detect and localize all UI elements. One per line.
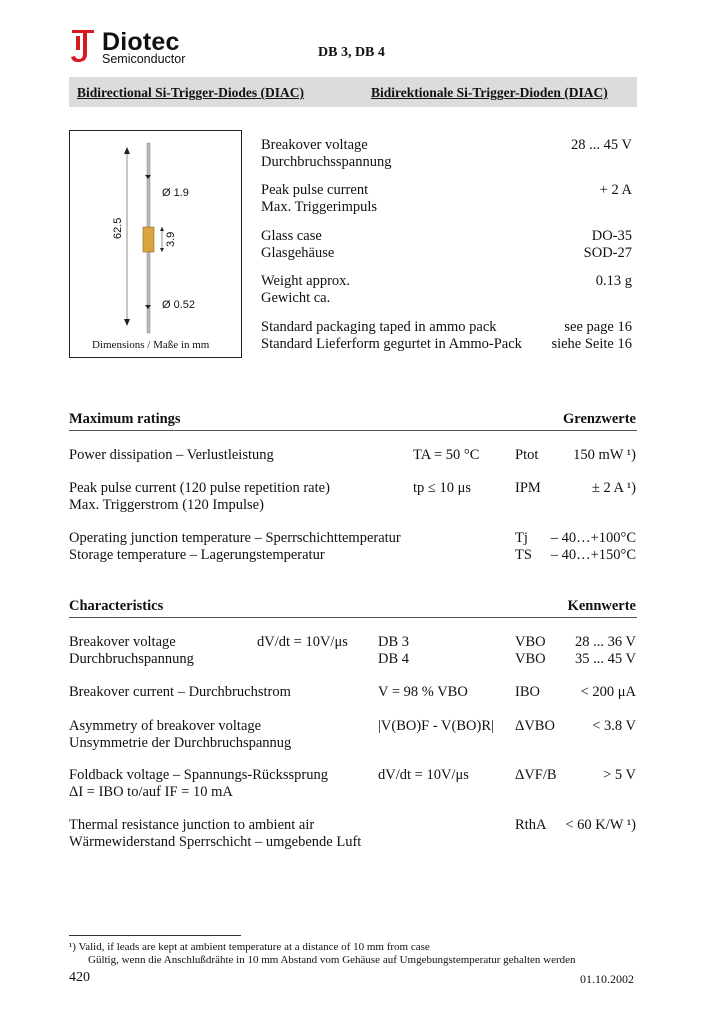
spec-weight-value: 0.13 g bbox=[595, 273, 632, 289]
spec-label-de: Glasgehäuse bbox=[261, 245, 335, 261]
value-line1: – 40…+100°C bbox=[550, 530, 636, 546]
rating-value bbox=[551, 530, 636, 564]
rating-symbol: Ptot bbox=[515, 447, 539, 463]
char-condition: dV/dt = 10V/μs bbox=[257, 634, 348, 650]
title-de: Bidirektionale Si-Trigger-Dioden (DIAC) bbox=[371, 85, 608, 100]
diotec-logo-icon bbox=[68, 28, 100, 64]
rating-label-line1: Peak pulse current (120 pulse repetition rate) bbox=[69, 480, 330, 496]
divider bbox=[69, 617, 637, 618]
section-title-characteristics: Characteristics bbox=[69, 598, 164, 614]
footnote-line2: Gültig, wenn die Anschlußdrähte in 10 mm Abstand vom Gehäuse auf Umgebungstemperatur gehalten werden bbox=[88, 954, 576, 966]
char-label bbox=[69, 767, 328, 801]
char-label bbox=[69, 634, 194, 668]
char-label-line2: Unsymmetrie der Durchbruchspannug bbox=[69, 735, 292, 751]
spec-label-de: Gewicht ca. bbox=[261, 290, 331, 306]
dim-body-length: 3.9 bbox=[165, 231, 177, 247]
spec-label-en: Weight approx. bbox=[261, 273, 351, 289]
rating-label bbox=[69, 480, 330, 514]
spec-label-en: Standard packaging taped in ammo pack bbox=[261, 319, 497, 335]
char-symbol: ΔVF/B bbox=[515, 767, 557, 783]
rating-label bbox=[69, 530, 401, 564]
spec-value: see page 16 bbox=[564, 319, 632, 335]
char-value: > 5 V bbox=[603, 767, 636, 783]
symbol-line2: TS bbox=[515, 547, 532, 563]
char-label-line1: Breakover voltage bbox=[69, 634, 176, 650]
value-line2: 35 ... 45 V bbox=[575, 651, 636, 667]
symbol-line1: VBO bbox=[515, 634, 546, 650]
rating-label-line2: Max. Triggerstrom (120 Impulse) bbox=[69, 497, 264, 513]
spec-case bbox=[261, 228, 334, 262]
spec-peak-pulse-value: + 2 A bbox=[599, 182, 632, 198]
footnote-rule bbox=[69, 935, 241, 936]
brand-subtitle: Semiconductor bbox=[102, 52, 186, 66]
char-value: < 3.8 V bbox=[592, 718, 636, 734]
spec-value2: SOD-27 bbox=[583, 245, 632, 261]
char-symbol bbox=[515, 634, 546, 668]
title-band bbox=[69, 77, 637, 107]
rating-symbol bbox=[515, 530, 532, 564]
section-title-kennwerte: Kennwerte bbox=[567, 598, 636, 614]
char-label bbox=[69, 718, 291, 752]
rating-symbol: IPM bbox=[515, 480, 541, 496]
char-label-line2: Wärmewiderstand Sperrschicht – umgebende Luft bbox=[69, 834, 362, 850]
spec-breakover bbox=[261, 137, 391, 171]
dim-body-diameter: Ø 0.52 bbox=[162, 299, 196, 311]
symbol-line2: VBO bbox=[515, 651, 546, 667]
char-variant bbox=[378, 634, 409, 668]
char-label-line2: ΔI = IBO to/auf IF = 10 mA bbox=[69, 784, 233, 800]
spec-packaging-value bbox=[551, 319, 632, 353]
title-en: Bidirectional Si-Trigger-Diodes (DIAC) bbox=[77, 85, 304, 100]
spec-weight bbox=[261, 273, 350, 307]
spec-label-en: Peak pulse current bbox=[261, 182, 369, 198]
diode-outline-drawing bbox=[70, 131, 241, 357]
char-condition: |V(BO)F - V(BO)R| bbox=[378, 718, 494, 734]
rating-label-line1: Operating junction temperature – Sperrschichttemperatur bbox=[69, 530, 401, 546]
spec-label-de: Max. Triggerimpuls bbox=[261, 199, 378, 215]
brand-name: Diotec bbox=[102, 28, 180, 56]
char-value: < 200 μA bbox=[580, 684, 636, 700]
spec-label-en: Glass case bbox=[261, 228, 322, 244]
document-date: 01.10.2002 bbox=[580, 972, 634, 986]
char-value: < 60 K/W ¹) bbox=[565, 817, 636, 833]
value-line2: – 40…+150°C bbox=[550, 547, 636, 563]
rating-condition: tp ≤ 10 μs bbox=[413, 480, 472, 496]
char-symbol: IBO bbox=[515, 684, 540, 700]
spec-label-de: Standard Lieferform gegurtet in Ammo-Pack bbox=[261, 336, 522, 352]
variant-db4: DB 4 bbox=[378, 651, 410, 667]
divider bbox=[69, 430, 637, 431]
spec-label-de: Durchbruchsspannung bbox=[261, 154, 392, 170]
char-value bbox=[575, 634, 636, 668]
spec-peak-pulse bbox=[261, 182, 377, 216]
rating-label-line2: Storage temperature – Lagerungstemperatur bbox=[69, 547, 325, 563]
spec-value: DO-35 bbox=[591, 228, 632, 244]
variant-db3: DB 3 bbox=[378, 634, 410, 650]
part-numbers: DB 3, DB 4 bbox=[318, 45, 385, 60]
char-symbol: RthA bbox=[515, 817, 547, 833]
rating-value: 150 mW ¹) bbox=[573, 447, 636, 463]
spec-breakover-value: 28 ... 45 V bbox=[571, 137, 632, 153]
spec-value2: siehe Seite 16 bbox=[551, 336, 632, 352]
diagram-caption: Dimensions / Maße in mm bbox=[92, 339, 210, 351]
char-label-line2: Durchbruchspannung bbox=[69, 651, 194, 667]
rating-label: Power dissipation – Verlustleistung bbox=[69, 447, 274, 463]
char-label-line1: Asymmetry of breakover voltage bbox=[69, 718, 262, 734]
footnote-line1: ¹) Valid, if leads are kept at ambient temperature at a distance of 10 mm from case bbox=[69, 941, 430, 953]
char-label-line1: Thermal resistance junction to ambient air bbox=[69, 817, 315, 833]
char-symbol: ΔVBO bbox=[515, 718, 555, 734]
spec-packaging bbox=[261, 319, 522, 353]
dim-lead-diameter: Ø 1.9 bbox=[162, 187, 189, 199]
spec-case-value bbox=[584, 228, 632, 262]
section-title-max-ratings: Maximum ratings bbox=[69, 411, 181, 427]
spec-label-en: Breakover voltage bbox=[261, 137, 368, 153]
symbol-line1: Tj bbox=[515, 530, 528, 546]
char-label: Breakover current – Durchbruchstrom bbox=[69, 684, 291, 700]
rating-value: ± 2 A ¹) bbox=[591, 480, 636, 496]
dim-total-length: 62.5 bbox=[112, 217, 124, 239]
char-condition: V = 98 % VBO bbox=[378, 684, 468, 700]
section-title-grenzwerte: Grenzwerte bbox=[563, 411, 636, 427]
dimension-diagram bbox=[69, 130, 242, 358]
char-label-line1: Foldback voltage – Spannungs-Rückssprung bbox=[69, 767, 328, 783]
page-number: 420 bbox=[69, 970, 90, 985]
char-condition: dV/dt = 10V/μs bbox=[378, 767, 469, 783]
char-label bbox=[69, 817, 361, 851]
rating-condition: TA = 50 °C bbox=[413, 447, 480, 463]
value-line1: 28 ... 36 V bbox=[575, 634, 636, 650]
